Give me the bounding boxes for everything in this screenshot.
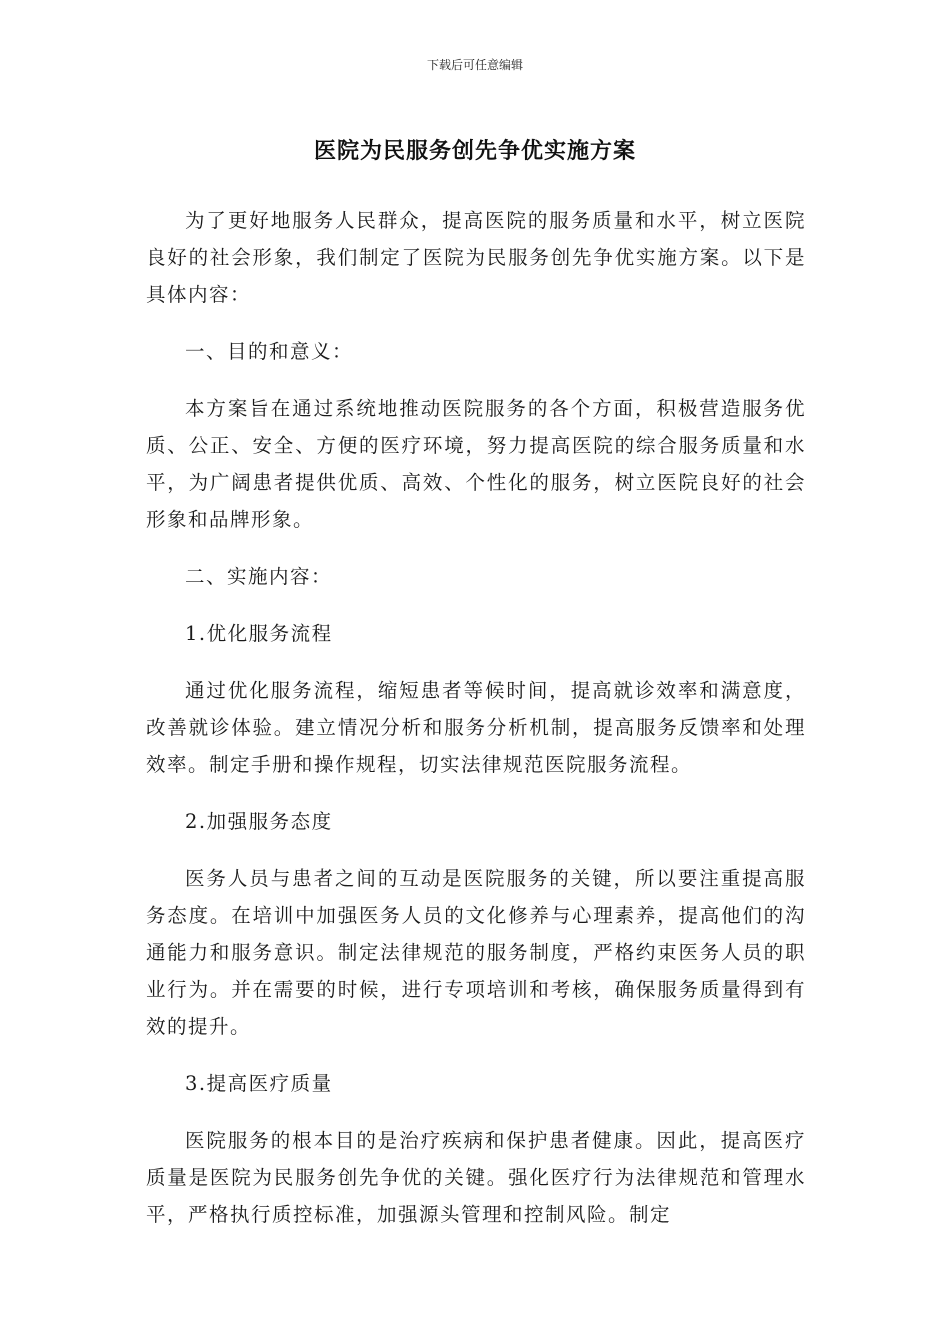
header-note: 下载后可任意编辑 <box>426 58 523 72</box>
subheading-service-attitude: 2.加强服务态度 <box>185 810 333 833</box>
section-heading-purpose: 一、目的和意义： <box>185 340 354 363</box>
subheading-medical-quality: 3.提高医疗质量 <box>185 1072 333 1095</box>
medical-quality-paragraph: 医院服务的根本目的是治疗疾病和保护患者健康。因此，提高医疗质量是医院为民服务创先争优的关键。强化医疗行为法律规范和管理水平，严格执行质控标准，加强源头管理和控制风险。制定 <box>146 1129 806 1226</box>
intro-paragraph: 为了更好地服务人民群众，提高医院的服务质量和水平，树立医院良好的社会形象，我们制定了医院为民服务创先争优实施方案。以下是具体内容： <box>146 209 806 306</box>
document-body <box>146 202 806 1253</box>
subheading-optimize-process: 1.优化服务流程 <box>185 622 333 645</box>
document-title: 医院为民服务创先争优实施方案 <box>313 139 636 164</box>
purpose-paragraph: 本方案旨在通过系统地推动医院服务的各个方面，积极营造服务优质、公正、安全、方便的医疗环境，努力提高医院的综合服务质量和水平，为广阔患者提供优质、高效、个性化的服务，树立医院良好的社会形象和品牌形象。 <box>146 397 806 531</box>
optimize-process-paragraph: 通过优化服务流程，缩短患者等候时间，提高就诊效率和满意度，改善就诊体验。建立情况分析和服务分析机制，提高服务反馈率和处理效率。制定手册和操作规程，切实法律规范医院服务流程。 <box>146 679 806 776</box>
section-heading-implementation: 二、实施内容： <box>185 565 333 588</box>
service-attitude-paragraph: 医务人员与患者之间的互动是医院服务的关键，所以要注重提高服务态度。在培训中加强医务人员的文化修养与心理素养，提高他们的沟通能力和服务意识。制定法律规范的服务制度，严格约束医务人员的职业行为。并在需要的时候，进行专项培训和考核，确保服务质量得到有效的提升。 <box>146 867 806 1038</box>
